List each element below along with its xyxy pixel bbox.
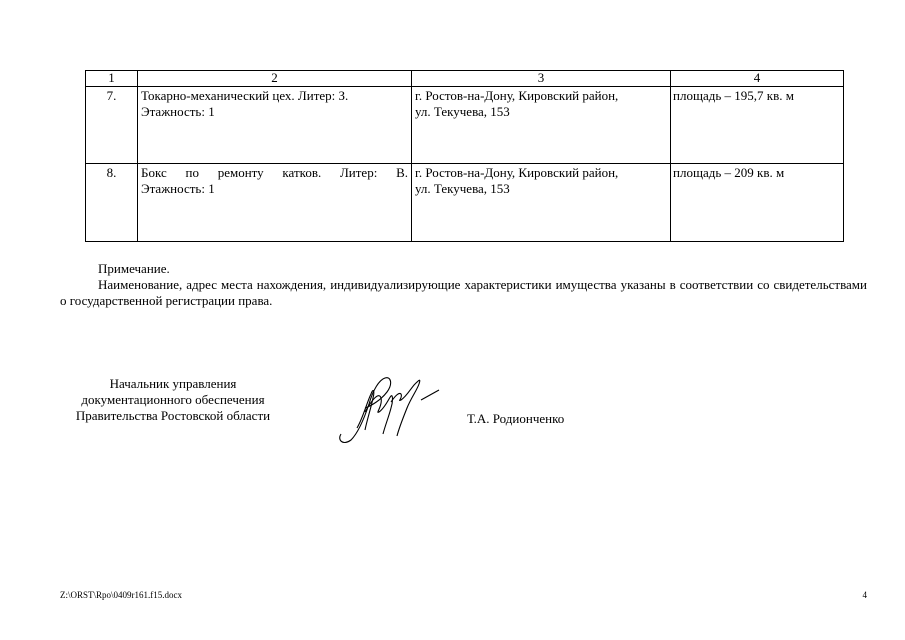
address-city: г. Ростов-на-Дону, Кировский район,	[415, 88, 619, 103]
signatory-title	[58, 376, 288, 424]
signatory-title-line: Начальник управления	[109, 376, 237, 391]
table-row	[86, 87, 844, 164]
footer-file-path: Z:\ORST\Rpo\0409r161.f15.docx	[60, 590, 182, 600]
property-floors: Этажность: 1	[141, 181, 215, 196]
property-address-cell	[412, 87, 671, 164]
signatory-title-line: Правительства Ростовской области	[75, 408, 271, 423]
property-name-cell	[138, 87, 412, 164]
property-name: Токарно-механический цех. Литер: З.	[141, 88, 349, 103]
handwritten-signature-icon	[335, 368, 445, 448]
column-header: 3	[412, 71, 671, 87]
row-number: 8.	[86, 164, 138, 242]
note-text: Наименование, адрес места нахождения, индивидуализирующие характеристики имущества указаны в соответствии со свидетельствами о государственной регистрации права.	[60, 277, 867, 308]
table-row	[86, 164, 844, 242]
note-section	[60, 261, 867, 309]
signatory-name: Т.А. Родионченко	[467, 411, 565, 426]
property-floors: Этажность: 1	[141, 104, 215, 119]
address-street: ул. Текучева, 153	[415, 104, 510, 119]
property-address-cell	[412, 164, 671, 242]
note-label: Примечание.	[98, 261, 170, 276]
address-city: г. Ростов-на-Дону, Кировский район,	[415, 165, 619, 180]
property-characteristics: площадь – 209 кв. м	[671, 164, 844, 242]
property-table	[85, 70, 844, 242]
address-street: ул. Текучева, 153	[415, 181, 510, 196]
footer-page-number: 4	[862, 590, 867, 600]
row-number: 7.	[86, 87, 138, 164]
property-name-cell	[138, 164, 412, 242]
column-header: 1	[86, 71, 138, 87]
column-header: 4	[671, 71, 844, 87]
table-header-row	[86, 71, 844, 87]
column-header: 2	[138, 71, 412, 87]
property-characteristics: площадь – 195,7 кв. м	[671, 87, 844, 164]
property-name: Бокс по ремонту катков. Литер: В.	[141, 165, 408, 180]
signatory-title-line: документационного обеспечения	[81, 392, 265, 407]
